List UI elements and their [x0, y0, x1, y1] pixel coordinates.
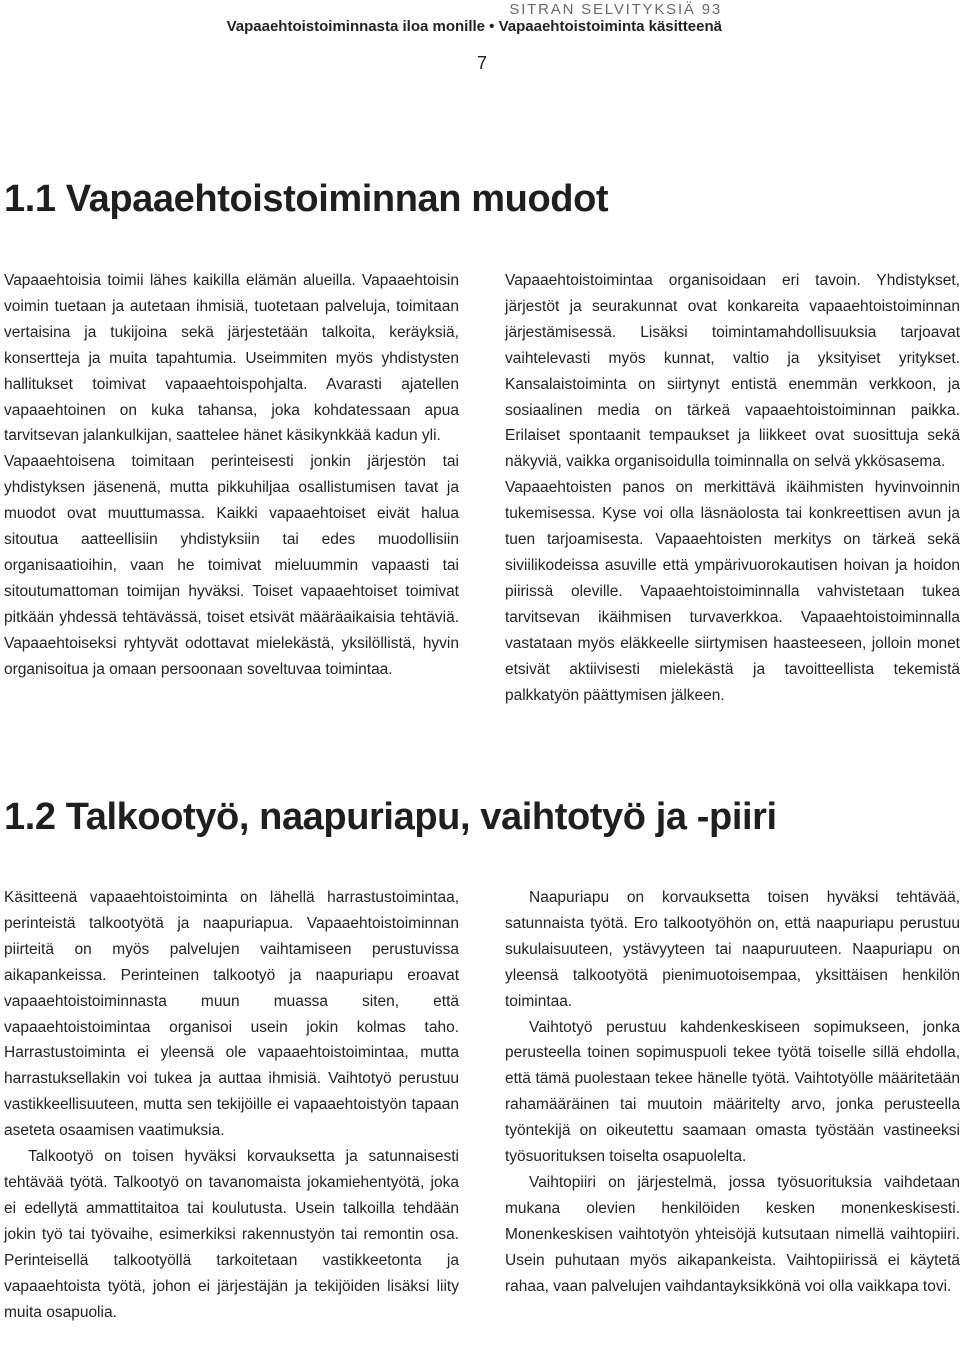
paragraph: Vaihtotyö perustuu kahdenkeskiseen sopimukseen, jonka perusteella toinen sopimuspuoli tekee työtä toiselle sillä ehdolla, että tämä puolestaan tekee hänelle työtä. Vaihtotyölle määritetään rahamääräinen tai muutoin määritelty arvo, jonka perusteella työntekijä on oikeutettu saamaan omasta työstään vastineeksi työsuorituksen toiselta osapuolelta.: [505, 1018, 960, 1166]
paragraph: Talkootyö on toisen hyväksi korvauksetta ja satunnaisesti tehtävää työtä. Talkootyö on tavanomaista jokamiehentyötä, joka ei edellytä ammattitaitoa tai koulutusta. Usein talkoilla tehdään jokin työ tai työvaihe, esimerkiksi rakennustyön tai remontin osa. Perinteisellä talkootyöllä tarkoitetaan vastikkeetonta ja vapaaehtoista työtä, johon ei järjestäjän ja tekijöiden lisäksi liity muita osapuolia.: [4, 1148, 459, 1321]
paragraph: Vaihtopiiri on järjestelmä, jossa työsuorituksia vaihdetaan mukana olevien henkilöiden kesken monenkeskisesti. Monenkeskisen vaihtotyön yhteisöjä kutsutaan nimellä vaihtopiiri. Usein puhutaan myös aikapankeista. Vaihtopiirissä ei käytetä rahaa, vaan palvelujen vaihdantayksikkönä voi olla vaikkapa tovi.: [505, 1173, 960, 1295]
series-title: SITRAN SELVITYKSIÄ 93: [509, 1, 722, 18]
section-1-1-heading: 1.1 Vapaaehtoistoiminnan muodot: [4, 178, 609, 220]
paragraph: Vapaaehtoisena toimitaan perinteisesti jonkin järjestön tai yhdistyksen jäsenenä, mutta pikkuhiljaa osallistumisen tavat ja muodot ovat muuttumassa. Kaikki vapaaehtoiset eivät halua sitoutua aatteellisiin yhdistyksiin tai edes muodollisiin organisaatioihin, vaan he toimivat mieluummin vapaasti tai sitoutumattoman toimijan hyväksi. Toiset vapaaehtoiset toimivat pitkään yhdessä tehtävässä, toiset etsivät määräaikaisia tehtäviä. Vapaaehtoiseksi ryhtyvät odottavat mielekästä, yksilöllistä, hyvin organisoitua ja omaan persoonaan soveltuvaa toimintaa.: [4, 453, 459, 678]
paragraph: Vapaaehtoisten panos on merkittävä ikäihmisten hyvinvoinnin tukemisessa. Kyse voi olla läsnäolosta tai konkreettisen avun ja tuen tarjoamisesta. Vapaaehtoisten merkitys on tärkeä sekä siviilikodeissa asuville että ympärivuorokautisen hoivan ja hoidon piirissä oleville. Vapaaehtoistoiminnalla vahvistetaan tukea tarvitsevan ikäihmisen turvaverkkoa. Vapaaehtoistoiminnalla vastataan myös eläkkeelle siirtymisen haasteeseen, jolloin monet etsivät aktiivisesti mielekästä ja tavoitteellista tekemistä palkkatyön päättymisen jälkeen.: [505, 479, 960, 704]
section-1-1-right-column: [505, 268, 960, 708]
paragraph: Käsitteenä vapaaehtoistoiminta on lähellä harrastustoimintaa, perinteistä talkootyötä ja naapuriapua. Vapaaehtoistoiminnan piirteitä on myös palvelujen vaihtamiseen perustuvissa aikapankeissa. Perinteinen talkootyö ja naapuriapu eroavat vapaaehtoistoiminnasta muun muassa siten, että vapaaehtoistoimintaa organisoi usein jokin kolmas taho. Harrastustoiminta ei yleensä ole vapaaehtoistoimintaa, mutta harrastuksellakin voi tukea ja auttaa ihmisiä. Vaihtotyö perustuu vastikkeellisuuteen, mutta sen tekijöille ei vapaaehtoistyön tapaan aseteta osaamisen vaatimuksia.: [4, 889, 459, 1140]
section-1-2-right-column: [505, 885, 960, 1300]
section-1-2-left-column: [4, 885, 459, 1325]
paragraph: Vapaaehtoisia toimii lähes kaikilla elämän alueilla. Vapaaehtoisin voimin tuetaan ja autetaan ihmisiä, tuotetaan palveluja, toimitaan vertaisina ja tukijoina sekä järjestetään talkoita, keräyksiä, konsertteja ja muita tapahtumia. Useimmiten myös yhdistysten hallitukset toimivat vapaaehtoispohjalta. Avarasti ajatellen vapaaehtoinen on kuka tahansa, joka kohdatessaan apua tarvitsevan jalankulkijan, saattelee hänet käsikynkkää kadun yli.: [4, 272, 459, 445]
section-1-1-left-column: [4, 268, 459, 683]
paragraph: Vapaaehtoistoimintaa organisoidaan eri tavoin. Yhdistykset, järjestöt ja seurakunnat ovat konkareita vapaaehtoistoiminnan järjestämisessä. Lisäksi toimintamahdollisuuksia tarjoavat vaihtelevasti myös kunnat, valtio ja yksityiset yritykset. Kansalaistoiminta on siirtynyt entistä enemmän verkkoon, ja sosiaalinen media on tärkeä vapaaehtoistoiminnan paikka. Erilaiset spontaanit tempaukset ja liikkeet ovat suosittuja sekä näkyviä, vaikka organisoidulla toiminnalla on selvä ykkösasema.: [505, 272, 960, 471]
running-header: Vapaaehtoistoiminnasta iloa monille • Vapaaehtoistoiminta käsitteenä: [226, 18, 722, 35]
paragraph: Naapuriapu on korvauksetta toisen hyväksi tehtävää, satunnaista työtä. Ero talkootyöhön on, että naapuriapu perustuu sukulaisuuteen, ystävyyteen tai naapuruuteen. Naapuriapu on yleensä talkootyötä pienimuotoisempaa, yksittäisen henkilön toimintaa.: [505, 889, 960, 1010]
section-1-2-heading: 1.2 Talkootyö, naapuriapu, vaihtotyö ja -piiri: [4, 796, 777, 838]
page-number: 7: [476, 53, 487, 73]
